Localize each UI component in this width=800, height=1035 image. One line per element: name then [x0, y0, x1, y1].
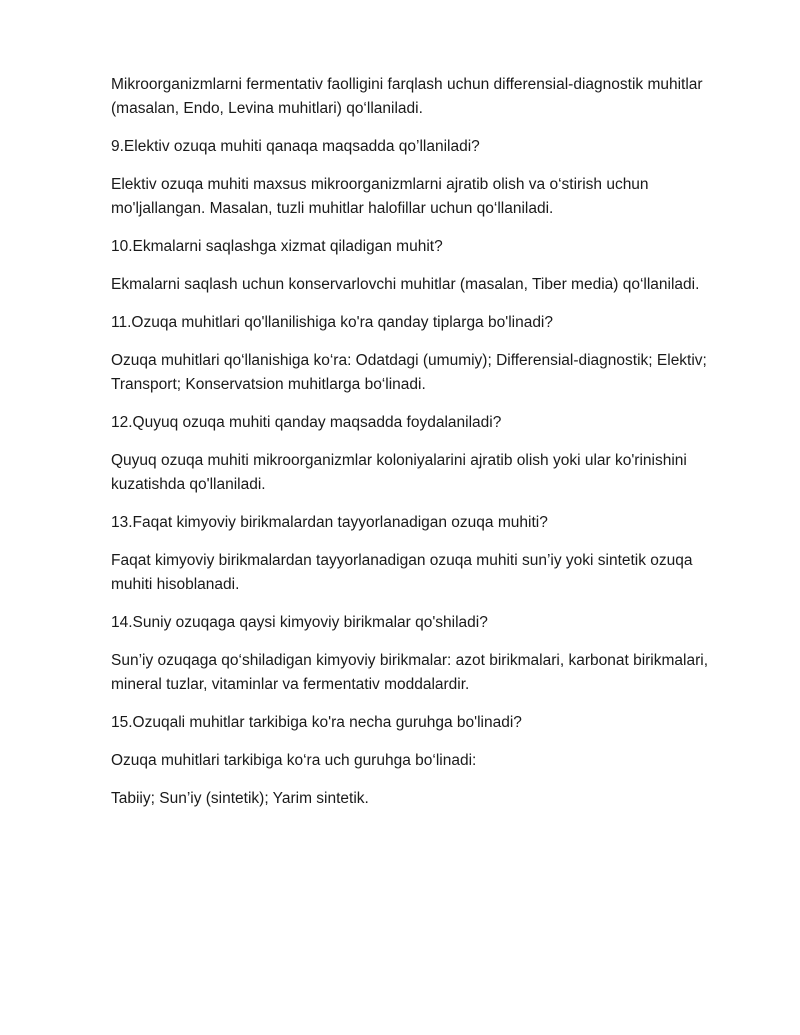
- question-paragraph: 11.Ozuqa muhitlari qo'llanilishiga ko'ra qanday tiplarga bo'linadi?: [111, 314, 553, 331]
- question-paragraph: 12.Quyuq ozuqa muhiti qanday maqsadda foydalaniladi?: [111, 414, 502, 431]
- answer-paragraph: Ozuqa muhitlari qo‘llanishiga ko‘ra: Odatdagi (umumiy); Differensial-diagnostik; Elektiv; Transport; Konservatsion muhitlarga bo‘linadi.: [111, 352, 707, 393]
- question-paragraph: 9.Elektiv ozuqa muhiti qanaqa maqsadda qo’llaniladi?: [111, 138, 480, 155]
- answer-paragraph: Faqat kimyoviy birikmalardan tayyorlanadigan ozuqa muhiti sun’iy yoki sintetik ozuqa muhiti hisoblanadi.: [111, 552, 693, 593]
- question-paragraph: 13.Faqat kimyoviy birikmalardan tayyorlanadigan ozuqa muhiti?: [111, 514, 548, 531]
- answer-paragraph: Tabiiy; Sun’iy (sintetik); Yarim sintetik.: [111, 790, 369, 807]
- answer-paragraph: Ekmalarni saqlash uchun konservarlovchi muhitlar (masalan, Tiber media) qo‘llaniladi.: [111, 276, 700, 293]
- question-paragraph: 10.Ekmalarni saqlashga xizmat qiladigan muhit?: [111, 238, 443, 255]
- answer-paragraph: Ozuqa muhitlari tarkibiga ko‘ra uch guruhga bo‘linadi:: [111, 752, 477, 769]
- answer-paragraph: Elektiv ozuqa muhiti maxsus mikroorganizmlarni ajratib olish va o‘stirish uchun mo'ljallangan. Masalan, tuzli muhitlar halofillar uchun qo‘llaniladi.: [111, 176, 649, 217]
- question-paragraph: 14.Suniy ozuqaga qaysi kimyoviy birikmalar qo'shiladi?: [111, 614, 488, 631]
- answer-paragraph: Quyuq ozuqa muhiti mikroorganizmlar koloniyalarini ajratib olish yoki ular ko'rinishini kuzatishda qo'llaniladi.: [111, 452, 687, 493]
- answer-paragraph: Sun’iy ozuqaga qo‘shiladigan kimyoviy birikmalar: azot birikmalari, karbonat birikmalari, mineral tuzlar, vitaminlar va fermentativ moddalardir.: [111, 652, 708, 693]
- answer-paragraph: Mikroorganizmlarni fermentativ faolligini farqlash uchun differensial-diagnostik muhitlar (masalan, Endo, Levina muhitlari) qo‘llaniladi.: [111, 76, 703, 117]
- question-paragraph: 15.Ozuqali muhitlar tarkibiga ko'ra necha guruhga bo'linadi?: [111, 714, 522, 731]
- document-page: [111, 73, 711, 825]
